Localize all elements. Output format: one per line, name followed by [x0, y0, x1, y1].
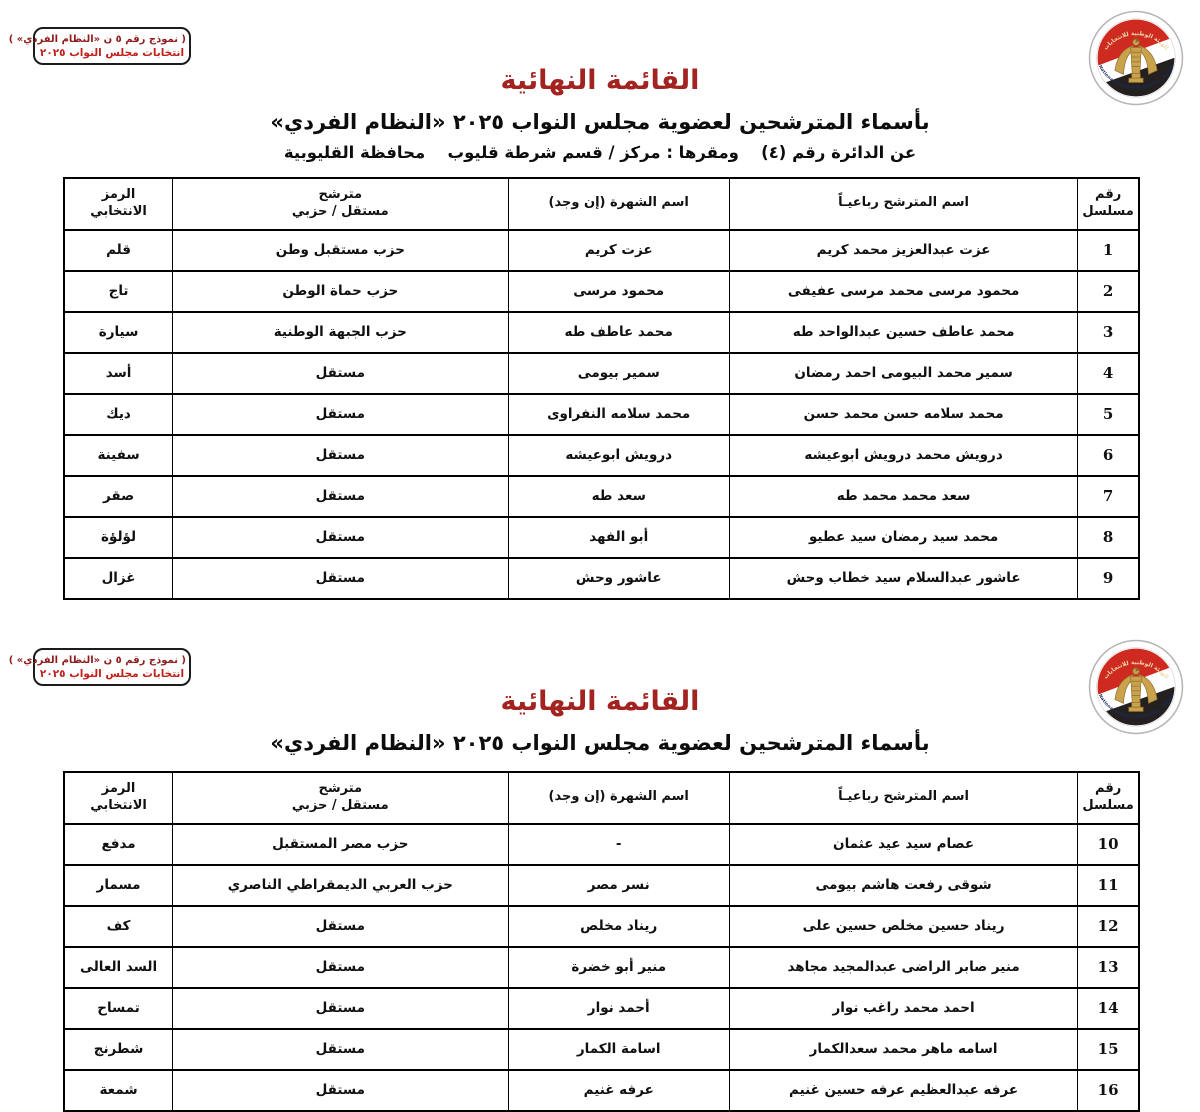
serial-cell: 9 [1078, 558, 1139, 599]
alias-cell: درويش ابوعيشه [508, 435, 729, 476]
logo-arabic-arc-text: الهيئة الوطنية للانتخابات [1103, 660, 1170, 681]
page-subtitle: بأسماء المترشحين لعضوية مجلس النواب ٢٠٢٥ «النظام الفردي» [270, 730, 930, 755]
table-row [64, 394, 1139, 435]
form-number-line: ( نموذج رقم ٥ ن «النظام الفردي» ) [8, 655, 186, 666]
col-header-symbol: الرمز الانتخابي [64, 178, 173, 230]
alias-cell: أحمد نوار [508, 988, 729, 1029]
alias-cell: محمد سلامه النفراوى [508, 394, 729, 435]
serial-cell: 13 [1078, 947, 1139, 988]
symbol-cell: كف [64, 906, 173, 947]
alias-cell: سعد طه [508, 476, 729, 517]
candidate-name-cell: سمير محمد البيومى احمد رمضان [729, 353, 1077, 394]
alias-cell: عاشور وحش [508, 558, 729, 599]
alias-cell: سمير بيومى [508, 353, 729, 394]
serial-cell: 5 [1078, 394, 1139, 435]
table-row [64, 435, 1139, 476]
symbol-cell: ديك [64, 394, 173, 435]
candidate-name-cell: محمد عاطف حسين عبدالواحد طه [729, 312, 1077, 353]
page-title: القائمة النهائية [500, 65, 700, 96]
symbol-cell: قلم [64, 230, 173, 271]
page-subtitle: بأسماء المترشحين لعضوية مجلس النواب ٢٠٢٥ «النظام الفردي» [270, 109, 930, 134]
serial-cell: 4 [1078, 353, 1139, 394]
table-row [64, 312, 1139, 353]
logo-english-arc-text: National Election Authority - Egypt [1097, 64, 1175, 90]
affiliation-cell: حزب حماة الوطن [173, 271, 508, 312]
table-row [64, 558, 1139, 599]
col-header-symbol: الرمز الانتخابي [64, 772, 173, 824]
serial-cell: 1 [1078, 230, 1139, 271]
symbol-cell: مدفع [64, 824, 173, 865]
col-header-alias: اسم الشهرة (إن وجد) [508, 178, 729, 230]
affiliation-cell: مستقل [173, 353, 508, 394]
symbol-cell: غزال [64, 558, 173, 599]
serial-cell: 3 [1078, 312, 1139, 353]
form-number-stamp [8, 27, 191, 65]
symbol-cell: أسد [64, 353, 173, 394]
election-year-line: انتخابات مجلس النواب ٢٠٢٥ [39, 668, 185, 680]
symbol-cell: سيارة [64, 312, 173, 353]
affiliation-cell: حزب العربي الديمقراطي الناصري [173, 865, 508, 906]
table-row [64, 271, 1139, 312]
symbol-cell: صقر [64, 476, 173, 517]
alias-cell: محمود مرسى [508, 271, 729, 312]
serial-cell: 7 [1078, 476, 1139, 517]
candidate-name-cell: سعد محمد محمد طه [729, 476, 1077, 517]
alias-cell: منير أبو خضرة [508, 947, 729, 988]
col-header-serial: رقم مسلسل [1078, 178, 1139, 230]
serial-cell: 2 [1078, 271, 1139, 312]
table-row [64, 906, 1139, 947]
table-row [64, 1029, 1139, 1070]
candidate-name-cell: عرفه عبدالعظيم عرفه حسين غنيم [729, 1070, 1077, 1111]
serial-cell: 15 [1078, 1029, 1139, 1070]
symbol-cell: لؤلؤة [64, 517, 173, 558]
symbol-cell: مسمار [64, 865, 173, 906]
col-header-affiliation: مترشح مستقل / حزبي [173, 178, 508, 230]
table-row [64, 865, 1139, 906]
serial-cell: 16 [1078, 1070, 1139, 1111]
affiliation-cell: مستقل [173, 947, 508, 988]
table-row [64, 517, 1139, 558]
table-header-row [64, 772, 1139, 824]
table-row [64, 353, 1139, 394]
affiliation-cell: حزب مستقبل وطن [173, 230, 508, 271]
candidates-table-1 [63, 177, 1140, 600]
alias-cell: - [508, 824, 729, 865]
national-election-authority-logo-icon [1088, 639, 1184, 735]
form-number-line: ( نموذج رقم ٥ ن «النظام الفردي» ) [8, 34, 186, 45]
symbol-cell: شطرنج [64, 1029, 173, 1070]
district-line: عن الدائرة رقم (٤) ومقرها : مركز / قسم شرطة قليوب محافظة القليوبية [283, 142, 917, 162]
candidate-name-cell: محمد سلامه حسن محمد حسن [729, 394, 1077, 435]
candidate-name-cell: منير صابر الراضى عبدالمجيد مجاهد [729, 947, 1077, 988]
candidate-name-cell: شوقى رفعت هاشم بيومى [729, 865, 1077, 906]
candidate-name-cell: درويش محمد درويش ابوعيشه [729, 435, 1077, 476]
alias-cell: عزت كريم [508, 230, 729, 271]
symbol-cell: تاج [64, 271, 173, 312]
serial-cell: 11 [1078, 865, 1139, 906]
alias-cell: محمد عاطف طه [508, 312, 729, 353]
alias-cell: ريناد مخلص [508, 906, 729, 947]
affiliation-cell: مستقل [173, 476, 508, 517]
page-section-2 [0, 635, 1200, 1112]
symbol-cell: السد العالى [64, 947, 173, 988]
col-header-alias: اسم الشهرة (إن وجد) [508, 772, 729, 824]
affiliation-cell: مستقل [173, 1029, 508, 1070]
candidate-name-cell: عصام سيد عيد عثمان [729, 824, 1077, 865]
affiliation-cell: مستقل [173, 517, 508, 558]
table-row [64, 988, 1139, 1029]
col-header-candidate-name: اسم المترشح رباعيـاً [729, 178, 1077, 230]
national-election-authority-logo-icon [1088, 10, 1184, 106]
symbol-cell: شمعة [64, 1070, 173, 1111]
candidate-name-cell: ريناد حسين مخلص حسين على [729, 906, 1077, 947]
candidate-name-cell: اسامه ماهر محمد سعدالكمار [729, 1029, 1077, 1070]
serial-cell: 6 [1078, 435, 1139, 476]
candidate-name-cell: عاشور عبدالسلام سيد خطاب وحش [729, 558, 1077, 599]
affiliation-cell: حزب مصر المستقبل [173, 824, 508, 865]
col-header-affiliation: مترشح مستقل / حزبي [173, 772, 508, 824]
symbol-cell: سفينة [64, 435, 173, 476]
serial-cell: 8 [1078, 517, 1139, 558]
table-row [64, 476, 1139, 517]
table-header-row [64, 178, 1139, 230]
table-row [64, 947, 1139, 988]
logo-arabic-arc-text: الهيئة الوطنية للانتخابات [1103, 31, 1170, 52]
alias-cell: اسامة الكمار [508, 1029, 729, 1070]
table-row [64, 824, 1139, 865]
candidate-name-cell: احمد محمد راغب نوار [729, 988, 1077, 1029]
col-header-serial: رقم مسلسل [1078, 772, 1139, 824]
alias-cell: أبو الفهد [508, 517, 729, 558]
col-header-candidate-name: اسم المترشح رباعيـاً [729, 772, 1077, 824]
candidate-name-cell: محمود مرسى محمد مرسى عفيفى [729, 271, 1077, 312]
affiliation-cell: مستقل [173, 906, 508, 947]
alias-cell: نسر مصر [508, 865, 729, 906]
serial-cell: 10 [1078, 824, 1139, 865]
affiliation-cell: مستقل [173, 988, 508, 1029]
affiliation-cell: مستقل [173, 1070, 508, 1111]
affiliation-cell: حزب الجبهة الوطنية [173, 312, 508, 353]
affiliation-cell: مستقل [173, 394, 508, 435]
alias-cell: عرفه غنيم [508, 1070, 729, 1111]
symbol-cell: تمساح [64, 988, 173, 1029]
candidates-table-2 [63, 771, 1140, 1112]
affiliation-cell: مستقل [173, 558, 508, 599]
page-title: القائمة النهائية [500, 686, 700, 717]
candidate-name-cell: محمد سيد رمضان سيد عطيو [729, 517, 1077, 558]
candidate-name-cell: عزت عبدالعزيز محمد كريم [729, 230, 1077, 271]
table-row [64, 1070, 1139, 1111]
affiliation-cell: مستقل [173, 435, 508, 476]
form-number-stamp [8, 648, 191, 686]
serial-cell: 12 [1078, 906, 1139, 947]
table-row [64, 230, 1139, 271]
election-year-line: انتخابات مجلس النواب ٢٠٢٥ [39, 47, 185, 59]
serial-cell: 14 [1078, 988, 1139, 1029]
logo-english-arc-text: National Election Authority - Egypt [1097, 693, 1175, 719]
